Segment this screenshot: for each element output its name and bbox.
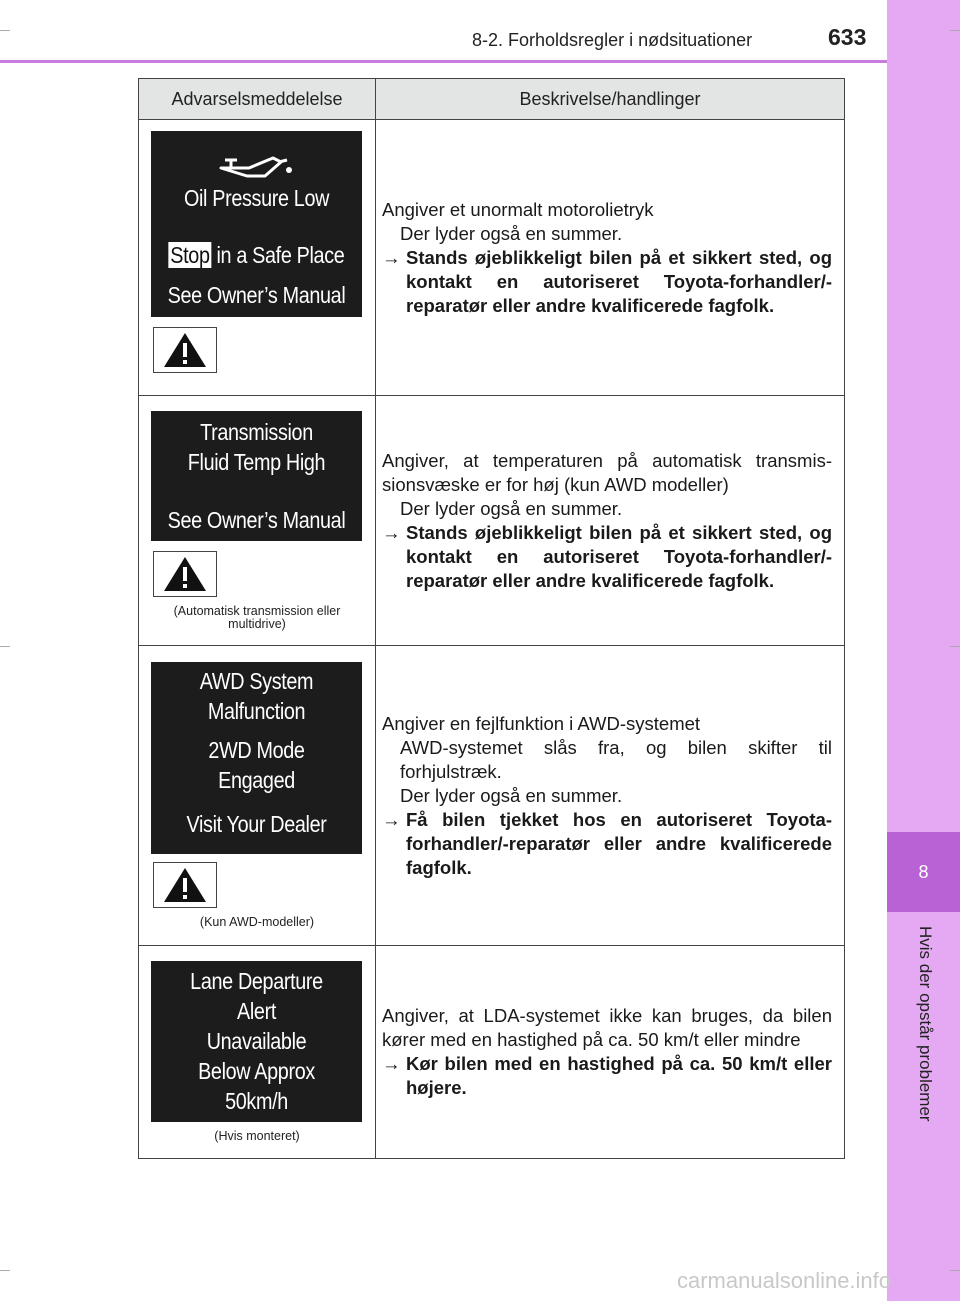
image-caption: (Automatisk transmission eller multidrive) [173,603,341,631]
arrow-icon: → [382,808,401,830]
watermark: carmanualsonline.info [677,1268,892,1293]
description-cell [376,946,845,1159]
warning-image-cell [139,396,376,646]
action-label: Stands øjeblikkeligt bilen på et sikkert sted, og kontakt en autoriseret Toyota-forhandler/-reparatør eller andre kvalificerede fagfolk. [406,246,832,316]
column-header: Beskrivelse/handlinger [376,79,845,120]
warning-triangle-icon [153,327,217,373]
arrow-icon: → [382,246,401,268]
display-line: See Owner’s Manual [167,281,346,308]
display-line: 2WD Mode [208,737,305,763]
description-text: Der lyder også en summer. [400,222,623,244]
action-text [382,246,832,318]
display-line: Engaged [218,767,295,793]
chapter-title: Hvis der opstår problemer [916,926,935,1122]
action-text [382,1052,832,1100]
display-line: Malfunction [207,698,306,724]
display-line: Lane Departure [190,968,323,994]
display-line [166,240,347,270]
warning-triangle-icon [153,862,217,908]
image-caption: (Kun AWD-modeller) [199,915,315,929]
warning-display [151,961,362,1122]
description-text: Angiver en fejlfunktion i AWD-systemet [382,712,701,734]
crop-mark [950,1270,960,1271]
table-row [139,646,845,946]
display-line: Unavailable [206,1028,307,1054]
column-header: Advarselsmeddelelse [139,79,376,120]
description-cell [376,396,845,646]
warning-image-cell [139,120,376,396]
warning-display [151,131,362,317]
warning-triangle-icon [153,551,217,597]
header-rule [0,60,887,63]
action-text [382,521,832,593]
oil-can-icon [151,147,362,183]
crop-mark [0,1270,10,1271]
action-label: Stands øjeblikkeligt bilen på et sikkert sted, og kontakt en autoriseret Toyota-forhandler/-reparatør eller andre kvalificerede fagfolk. [406,521,832,591]
crop-mark [950,646,960,647]
description-text: Der lyder også en summer. [400,784,623,806]
image-caption: (Hvis monteret) [214,1129,300,1143]
description-cell [376,646,845,946]
display-line: AWD System [199,668,314,694]
action-label: Få bilen tjekket hos en autoriseret Toyota-forhandler/-reparatør eller andre kvalificerede fagfolk. [406,808,832,878]
description-cell [376,120,845,396]
display-line: Transmission [200,418,313,445]
arrow-icon: → [382,521,401,543]
table-row [139,946,845,1159]
display-line: See Owner’s Manual [167,506,346,533]
warning-image-cell [139,646,376,946]
display-line: Fluid Temp High [187,448,326,475]
arrow-icon: → [382,1053,401,1074]
warning-display [151,662,362,854]
warning-image-cell [139,946,376,1159]
description-text: Angiver et unormalt motorolietryk [382,198,654,220]
display-line-text: in a Safe Place [216,241,345,268]
page-number: 633 [828,24,867,50]
crop-mark [0,646,10,647]
description-text: Angiver, at temperaturen på automatisk transmissionsvæske er for høj (kun AWD modeller) [382,449,832,495]
table-row [139,396,845,646]
display-line: Visit Your Dealer [186,811,327,837]
description-text: Der lyder også en summer. [400,497,623,519]
chapter-number: 8 [887,832,960,912]
warning-display [151,411,362,541]
action-label: Kør bilen med en hastighed på ca. 50 km/t eller højere. [406,1053,832,1098]
description-text: AWD-systemet slås fra, og bilen skifter til forhjulstræk. [400,736,832,782]
display-line: Oil Pressure Low [183,184,330,211]
crop-mark [950,30,960,31]
stop-highlight: Stop [170,241,210,268]
display-line: 50km/h [225,1088,288,1114]
section-title: 8-2. Forholdsregler i nødsituationer [472,30,753,50]
warning-table [138,78,845,1159]
crop-mark [0,30,10,31]
description-text: Angiver, at LDA-systemet ikke kan bruges, da bilen kører med en hastighed på ca. 50 km/t eller mindre [382,1005,832,1050]
display-line: Alert [237,998,276,1024]
table-row [139,120,845,396]
display-line: Below Approx [198,1058,315,1084]
action-text [382,808,832,880]
table-header-row [139,79,845,120]
